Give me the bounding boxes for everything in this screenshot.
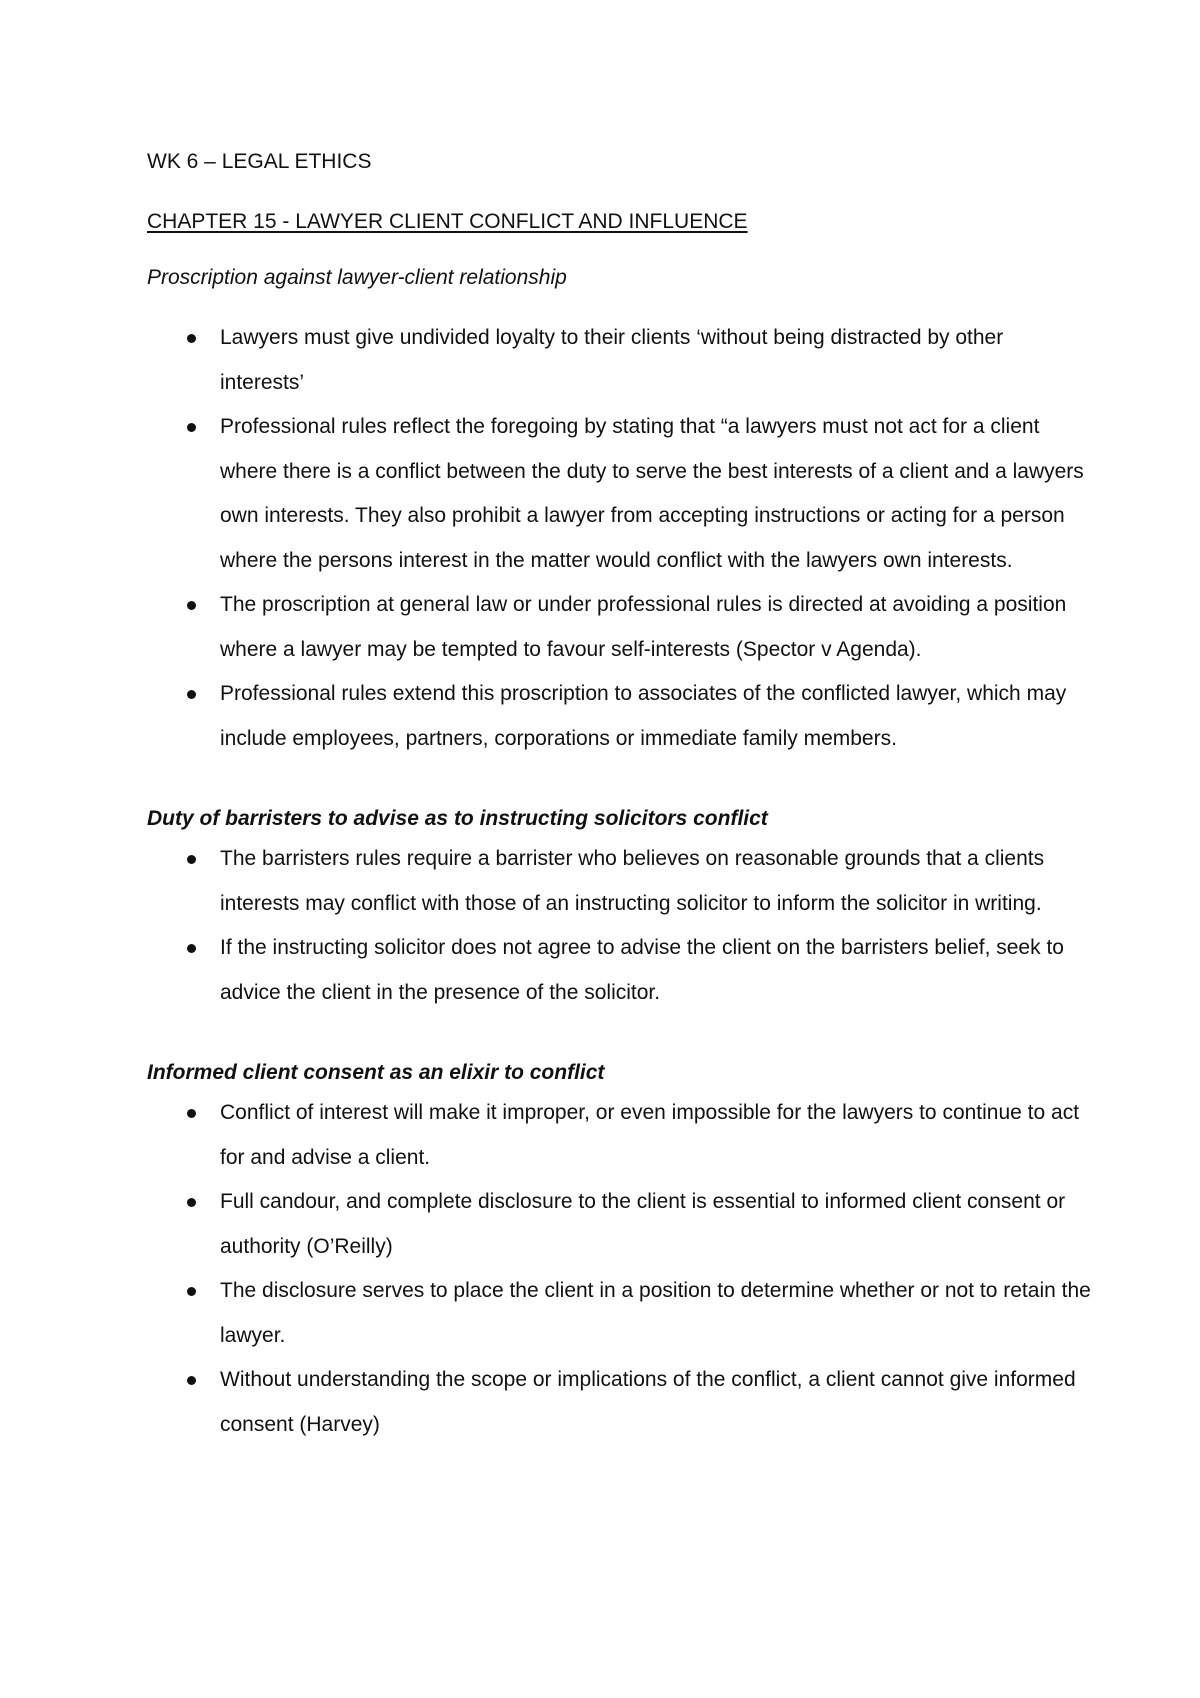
list-item (147, 926, 1092, 1015)
list-item-text: Without understanding the scope or implications of the conflict, a client cannot give informed consent (Harvey) (220, 1368, 1076, 1436)
list-item-text: Full candour, and complete disclosure to the client is essential to informed client consent or authority (O’Reilly) (220, 1190, 1066, 1258)
list-item-text: Lawyers must give undivided loyalty to their clients ‘without being distracted by other interests’ (220, 326, 1004, 394)
list-item (147, 405, 1092, 583)
list-item (147, 583, 1092, 672)
bullet-icon (187, 944, 196, 953)
section-heading-barristers-duty: Duty of barristers to advise as to instructing solicitors conflict (147, 807, 768, 830)
bullet-icon (187, 855, 196, 864)
list-item-text: Conflict of interest will make it improper, or even impossible for the lawyers to continue to act for and advise a client. (220, 1101, 1080, 1169)
bullet-icon (187, 1376, 196, 1385)
section-heading-informed-consent: Informed client consent as an elixir to conflict (147, 1061, 605, 1084)
bullet-icon (187, 601, 196, 610)
list-item (147, 672, 1092, 761)
bullet-icon (187, 1109, 196, 1118)
list-item-text: The disclosure serves to place the client in a position to determine whether or not to retain the lawyer. (220, 1279, 1091, 1347)
document-title: WK 6 – LEGAL ETHICS (147, 150, 372, 173)
list-item-text: If the instructing solicitor does not agree to advise the client on the barristers belief, seek to advice the client in the presence of the solicitor. (220, 936, 1064, 1004)
list-item (147, 837, 1092, 926)
list-item (147, 1180, 1092, 1269)
list-item (147, 1091, 1092, 1180)
list-item-text: Professional rules extend this proscription to associates of the conflicted lawyer, which may include employees, partners, corporations or immediate family members. (220, 682, 1067, 750)
bullet-list-barristers-duty (147, 837, 1092, 1015)
bullet-icon (187, 1287, 196, 1296)
bullet-icon (187, 1198, 196, 1207)
document-page (147, 144, 1092, 1447)
list-item (147, 1269, 1092, 1358)
bullet-list-proscription (147, 316, 1092, 761)
list-item-text: The proscription at general law or under professional rules is directed at avoiding a position where a lawyer may be tempted to favour self-interests (Spector v Agenda). (220, 593, 1067, 661)
list-item-text: Professional rules reflect the foregoing by stating that “a lawyers must not act for a client where there is a conflict between the duty to serve the best interests of a client and a lawyers own interests. They also prohibit a lawyer from accepting instructions or acting for a person where the persons interest in the matter would conflict with the lawyers own interests. (220, 415, 1084, 572)
list-item (147, 316, 1092, 405)
bullet-icon (187, 423, 196, 432)
bullet-icon (187, 334, 196, 343)
section-heading-proscription: Proscription against lawyer-client relationship (147, 266, 567, 289)
chapter-title: CHAPTER 15 - LAWYER CLIENT CONFLICT AND INFLUENCE (147, 210, 748, 233)
bullet-icon (187, 690, 196, 699)
list-item-text: The barristers rules require a barrister who believes on reasonable grounds that a clients interests may conflict with those of an instructing solicitor to inform the solicitor in writing. (220, 847, 1045, 915)
list-item (147, 1358, 1092, 1447)
bullet-list-informed-consent (147, 1091, 1092, 1447)
